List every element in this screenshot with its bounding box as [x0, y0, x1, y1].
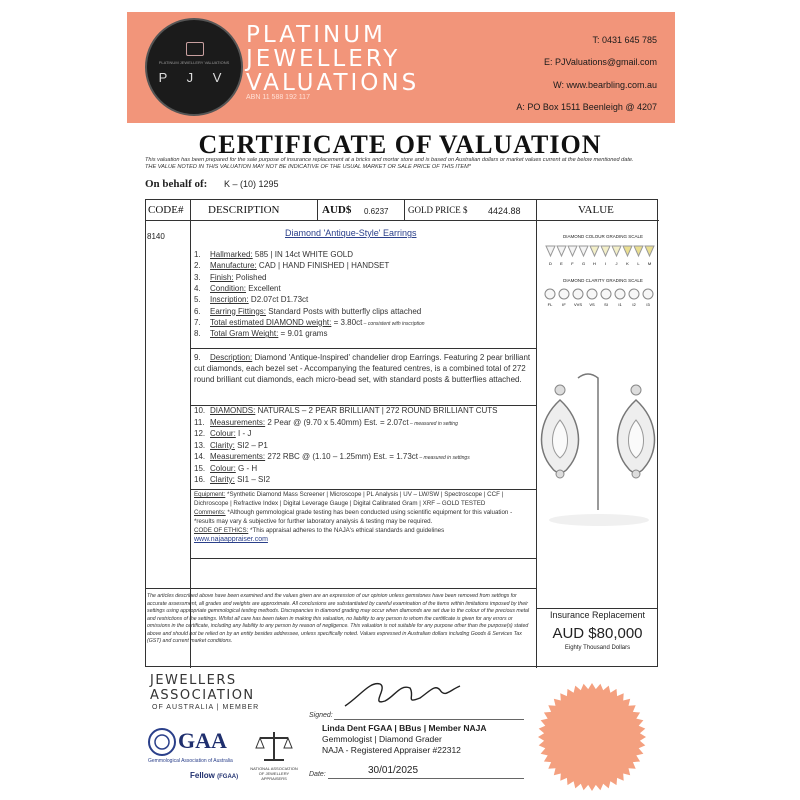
signer-name: Linda Dent FGAA | BBus | Member NAJA [322, 723, 487, 733]
clarity-grade-label: IF [562, 302, 566, 307]
item-code: 8140 [147, 232, 165, 241]
colour-grade-label: G [581, 261, 586, 266]
clarity-grade-gem [573, 289, 583, 299]
spec-item: 2. Manufacture: CAD | HAND FINISHED | HANDSET [194, 261, 390, 271]
spec-item: 7. Total estimated DIAMOND weight: = 3.80ct – consistent with inscription [194, 317, 425, 327]
clarity-grade-gem [559, 289, 569, 299]
colour-grade-gem [546, 246, 555, 256]
abn: ABN 11 588 192 117 [246, 94, 310, 101]
naja-logo-text: NATIONAL ASSOCIATION OF JEWELLERY APPRAISERS [250, 766, 298, 781]
gaa-logo: GAA [178, 728, 227, 753]
spec-item: 10. DIAMONDS: NATURALS – 2 PEAR BRILLIANT | 272 ROUND BRILLIANT CUTS [194, 406, 498, 415]
colour-grade-gem [557, 246, 566, 256]
colour-grade-gem [590, 246, 599, 256]
brand-line-3: VALUATIONS [246, 70, 420, 96]
earrings-photo [538, 370, 660, 600]
on-behalf-label: On behalf of: [145, 178, 208, 190]
clarity-grade-gem [643, 289, 653, 299]
logo-small-text: PLATINUM JEWELLERY VALUATIONS [158, 60, 230, 65]
equipment-block: Equipment: *Synthetic Diamond Mass Screener | Microscope | PL Analysis | UV – LW/SW | Spectroscope | CCF | Dichroscope | Refractive Index | Digital Leverage Gauge | Digital Calibrated Gram | XRF – GOLD TESTED Comments: *Although gemmological grade testing has been conducted using scientific equipment for this valuation - *results may vary & subjective for further laboratory analysis & testing may be required. CODE OF ETHICS: *This appraisal adheres to the NAJA's ethical standards and guidelines www.najaappraiser.com [194, 490, 534, 544]
colour-grade-gem [612, 246, 621, 256]
ja-line-3: OF AUSTRALIA | MEMBER [152, 704, 260, 711]
colour-grade-gem [645, 246, 654, 256]
colour-grade-gem [601, 246, 610, 256]
colour-grade-gem [579, 246, 588, 256]
spec-item: 5. Inscription: D2.07ct D1.73ct [194, 295, 309, 305]
spec-item: 13. Clarity: SI2 – P1 [194, 440, 268, 450]
clarity-grade-label: SI [604, 302, 608, 307]
ja-line-2: ASSOCIATION [150, 688, 255, 703]
legal-notice: The articles described above have been examined and the values given are an expression of our opinion unless gemstones have been removed from settings for accurate assessment, all grades and weights are approximate. All conclusions are substantiated by careful examination of the items within limitations imposed by their settings using appropriate gemmological testing methods. Discrepancies in diamond grading may occur when diamonds are set due to the colour of the precious metal and restrictions of the settings. Whilst all care has been taken in making this valuation, no liability to any person to whom the certificate is given for any errors or omissions in the certificate, including any liability to any person by reason of negligence. This valuation is not suitable for any purpose other than the purpose(s) stated above and should not be relied on by an entity besides addressee, unless specifically noted. Values expressed in Australian dollars including Goods & Services Tax (GST) and current market conditions. [147, 593, 530, 645]
clarity-grade-gem [545, 289, 555, 299]
insurance-value: AUD $80,000 [552, 625, 643, 642]
clarity-grade-gem [587, 289, 597, 299]
on-behalf-value: K – (10) 1295 [224, 179, 279, 189]
fellow-label: Fellow (FGAA) [190, 771, 239, 780]
colour-grade-gem [623, 246, 632, 256]
brand-line-1: PLATINUM [246, 22, 386, 48]
gaa-subtitle: Gemmological Association of Australia [148, 758, 233, 764]
colour-grade-label: K [626, 261, 629, 266]
spec-item: 12. Colour: I - J [194, 429, 252, 438]
item-description: 9. Description: Diamond 'Antique-Inspired' chandelier drop Earrings. Featuring 2 pear brilliant cut diamonds, each bezel set - Accompanying the featured centres, is a combined total of 272 round brilliant cut diamonds, each micro-bead set, with standard posts & butterflies attached. [194, 353, 531, 384]
gold-price: 4424.88 [488, 206, 521, 216]
colour-grade-label: H [593, 261, 596, 266]
aud-rate: 0.6237 [364, 207, 389, 216]
certificate-seal-icon [538, 683, 646, 791]
colour-grade-label: F [571, 261, 574, 266]
header-value: VALUE [578, 204, 614, 216]
signer-role: Gemmologist | Diamond Grader [322, 734, 442, 744]
clarity-grading-chart [540, 284, 658, 314]
spec-item: 6. Earring Fittings: Standard Posts with butterfly clips attached [194, 306, 422, 316]
colour-grade-label: I [604, 261, 607, 266]
contact-address: A: PO Box 1511 Beenleigh @ 4207 [516, 102, 657, 112]
spec-item: 11. Measurements: 2 Pear @ (9.70 x 5.40mm) Est. = 2.07ct – measured in setting [194, 417, 458, 427]
colour-grade-label: M [647, 261, 652, 266]
colour-grade-label: D [549, 261, 552, 266]
colour-grading-chart [540, 240, 658, 272]
date-value: 30/01/2025 [368, 765, 419, 776]
spec-item: 8. Total Gram Weight: = 9.01 grams [194, 329, 328, 339]
contact-email: E: PJValuations@gmail.com [543, 57, 657, 67]
spec-item: 3. Finish: Polished [194, 272, 267, 282]
header-code: CODE# [148, 204, 184, 216]
clarity-grade-label: FL [547, 302, 553, 307]
clarity-grade-label: I3 [646, 302, 650, 307]
header-description: DESCRIPTION [208, 204, 280, 216]
clarity-grade-label: I2 [632, 302, 636, 307]
colour-grade-label: E [560, 261, 563, 266]
colour-grade-gem [568, 246, 577, 256]
clarity-grade-gem [601, 289, 611, 299]
ja-line-1: JEWELLERS [150, 673, 237, 688]
logo-initials: P J V [158, 70, 230, 85]
spec-item: 4. Condition: Excellent [194, 283, 281, 293]
clarity-grade-gem [615, 289, 625, 299]
item-title: Diamond 'Antique-Style' Earrings [285, 228, 417, 238]
signed-label: Signed: [309, 712, 333, 719]
header-aud: AUD$ [322, 204, 352, 216]
clarity-grade-label: I1 [618, 302, 622, 307]
insurance-words: Eighty Thousand Dollars [564, 645, 631, 651]
spec-item: 16. Clarity: SI1 – SI2 [194, 475, 271, 484]
pjv-logo [145, 18, 243, 116]
date-label: Date: [309, 771, 326, 778]
signer-registration: NAJA - Registered Appraiser #22312 [322, 745, 461, 755]
spec-item: 15. Colour: G - H [194, 463, 258, 473]
colour-grade-gem [634, 246, 643, 256]
spec-item: 14. Measurements: 272 RBC @ (1.10 – 1.25mm) Est. = 1.73ct – measured in settings [194, 452, 470, 461]
contact-web: W: www.bearbling.com.au [553, 80, 657, 90]
spec-item: 1. Hallmarked: 585 | IN 14ct WHITE GOLD [194, 250, 354, 259]
valuation-disclaimer: This valuation has been prepared for the sale purpose of insurance replacement at a bricks and mortar store and is based on Australian dollars or market values current at the below mentioned date. THE VALUE NOTED IN THIS VALUATION MAY NOT BE INDICATIVE OF THE USUAL MARKET OR SALE PRICE OF THIS ITEM* [145, 157, 634, 171]
certificate-title: CERTIFICATE OF VALUATION [198, 130, 602, 159]
colour-grade-label: L [637, 261, 640, 266]
contact-phone: T: 0431 645 785 [592, 35, 657, 45]
clarity-grade-label: VVS [573, 302, 583, 307]
brand-line-2: JEWELLERY [246, 46, 401, 72]
clarity-grade-label: VS [589, 302, 595, 307]
naja-link[interactable]: www.najaappraiser.com [194, 536, 268, 543]
clarity-grade-gem [629, 289, 639, 299]
scales-icon [254, 730, 294, 764]
colour-scale-title: DIAMOND COLOUR GRADING SCALE [562, 234, 643, 239]
header-gold-price: GOLD PRICE $ [408, 205, 468, 215]
signature [340, 676, 470, 714]
colour-grade-label: J [615, 261, 618, 266]
insurance-label: Insurance Replacement [549, 610, 646, 620]
clarity-scale-title: DIAMOND CLARITY GRADING SCALE [563, 278, 643, 283]
gem-icon [186, 42, 204, 56]
gaa-emblem-icon [148, 728, 176, 756]
